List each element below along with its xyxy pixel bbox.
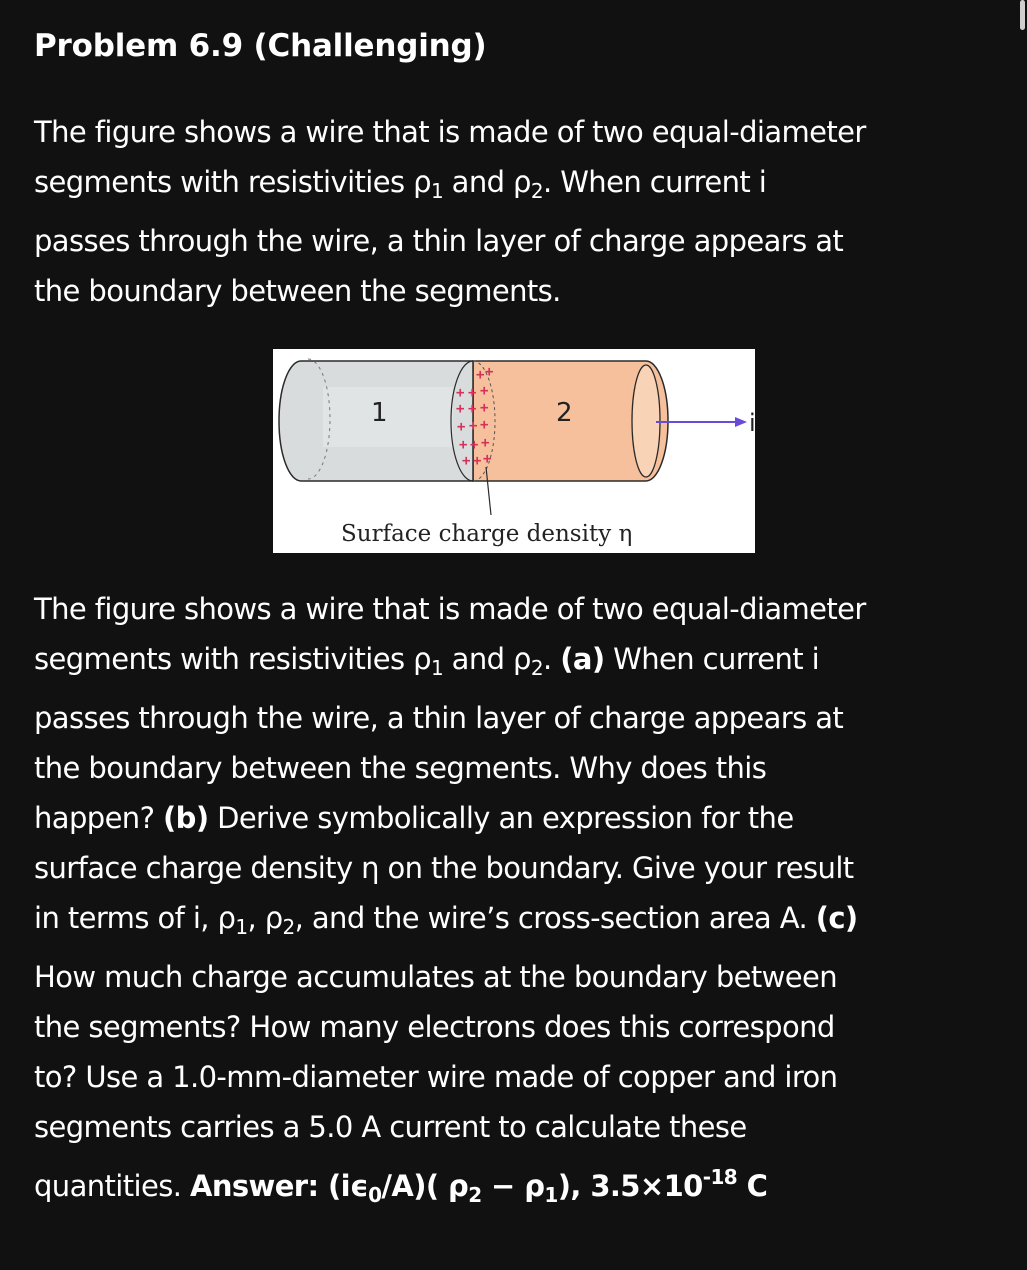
- plus-sign: +: [469, 418, 478, 434]
- part-a-label: (a): [560, 642, 605, 676]
- plus-sign: +: [456, 401, 465, 417]
- plus-sign: +: [470, 437, 479, 453]
- plus-sign: +: [481, 435, 490, 451]
- plus-sign: +: [468, 385, 477, 401]
- intro-paragraph: [34, 107, 1014, 316]
- scrollbar-thumb[interactable]: [1020, 0, 1025, 30]
- body-line: the segments? How many electrons does this correspond: [34, 1010, 835, 1044]
- answer-line: quantities. Answer: $(i\epsilon_0/A)$( $\rho_2 - \rho_1$), $3.5\times 10^{-18}$ C: [34, 1165, 768, 1207]
- current-arrowhead: [735, 417, 747, 427]
- body-line: in terms of i, $\rho_1$, $\rho_2$, and the wire’s cross-section area A. (c): [34, 901, 858, 939]
- intro-line: The figure shows a wire that is made of two equal-diameter: [34, 115, 866, 149]
- body-line: happen? (b) Derive symbolically an expression for the: [34, 801, 794, 835]
- intro-line: the boundary between the segments.: [34, 274, 561, 308]
- plus-sign: +: [480, 417, 489, 433]
- intro-line: passes through the wire, a thin layer of charge appears at: [34, 224, 844, 258]
- body-line: How much charge accumulates at the boundary between: [34, 960, 838, 994]
- plus-sign: +: [462, 453, 471, 469]
- plus-sign: +: [459, 437, 468, 453]
- segment-1-label: 1: [371, 398, 388, 428]
- part-b-label: (b): [163, 801, 209, 835]
- figure-caption: Surface charge density η: [341, 521, 633, 547]
- body-line: passes through the wire, a thin layer of charge appears at: [34, 701, 844, 735]
- segment-2-end: [632, 365, 660, 477]
- plus-sign: +: [480, 383, 489, 399]
- plus-sign: +: [476, 367, 485, 383]
- wire-figure: [273, 349, 755, 553]
- body-line: to? Use a 1.0-mm-diameter wire made of copper and iron: [34, 1060, 838, 1094]
- body-line: The figure shows a wire that is made of two equal-diameter: [34, 592, 866, 626]
- segment-1-highlight: [323, 387, 453, 447]
- intro-line: segments with resistivities $\rho_1$ and $\rho_2$. When current i: [34, 165, 767, 203]
- plus-sign: +: [456, 385, 465, 401]
- answer-text: Answer: $(i\epsilon_0/A)$( $\rho_2 - \rho_1$), $3.5\times 10^{-18}$ C: [189, 1165, 768, 1207]
- wire-diagram: [273, 349, 755, 553]
- body-line: surface charge density η on the boundary. Give your result: [34, 851, 854, 885]
- plus-sign: +: [473, 453, 482, 469]
- plus-sign: +: [457, 419, 466, 435]
- body-line: the boundary between the segments. Why does this: [34, 751, 767, 785]
- segment-2-label: 2: [556, 398, 573, 428]
- problem-paragraph: [34, 584, 1014, 1211]
- part-c-label: (c): [815, 901, 858, 935]
- plus-sign: +: [468, 401, 477, 417]
- plus-sign: +: [485, 364, 494, 380]
- plus-sign: +: [483, 451, 492, 467]
- current-label: i: [749, 409, 756, 437]
- plus-sign: +: [480, 400, 489, 416]
- problem-title: Problem 6.9 (Challenging): [34, 28, 487, 64]
- body-line: segments with resistivities $\rho_1$ and $\rho_2$. (a) When current i: [34, 642, 820, 680]
- body-line: segments carries a 5.0 A current to calculate these: [34, 1110, 747, 1144]
